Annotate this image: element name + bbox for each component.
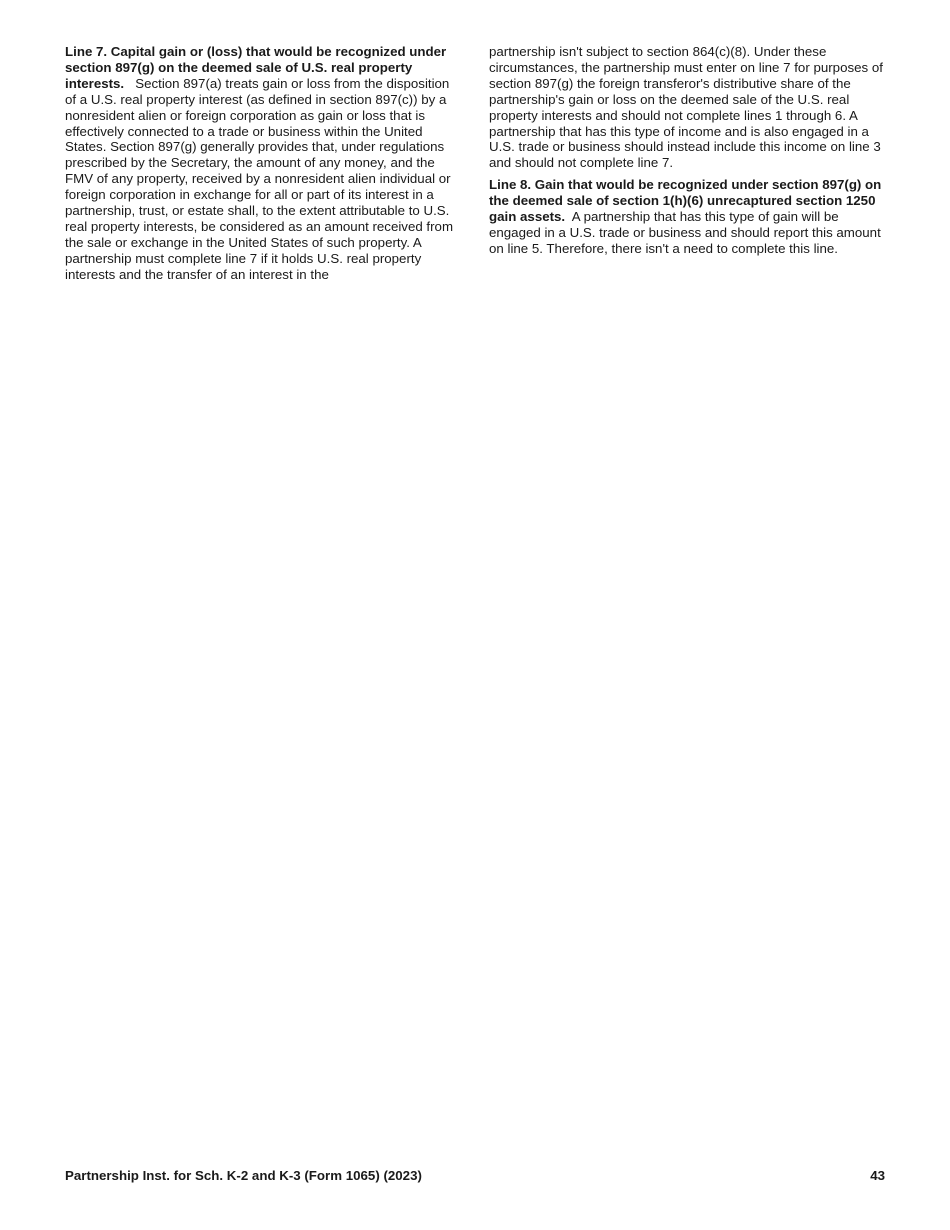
footer-title: Partnership Inst. for Sch. K-2 and K-3 (Form 1065) (2023) <box>65 1168 422 1183</box>
line7-continued-paragraph: partnership isn't subject to section 864(c)(8). Under these circumstances, the partnership must enter on line 7 for purposes of section 897(g) the foreign transferor's distributive share of the partnership's gain or loss on the deemed sale of the U.S. real property interests and should not complete lines 1 through 6. A partnership that has this type of income and is also engaged in a U.S. trade or business should instead include this income on line 3 and should not complete line 7. <box>489 44 883 171</box>
line8-paragraph <box>489 177 887 257</box>
line7-body: Section 897(a) treats gain or loss from the disposition of a U.S. real property interest (as defined in section 897(c)) by a nonresident alien or foreign corporation as gain or loss that is effectively connected to a trade or business within the United States. Section 897(g) generally provides that, under regulations prescribed by the Secretary, the amount of any money, and the FMV of any property, received by a nonresident alien individual or foreign corporation in exchange for all or part of its interest in a partnership, trust, or estate shall, to the extent attributable to U.S. real property interests, be considered as an amount received from the sale or exchange in the United States of such property. A partnership must complete line 7 if it holds U.S. real property interests and the transfer of an interest in the <box>65 75 454 282</box>
right-column <box>489 44 887 263</box>
line7-paragraph <box>65 44 463 283</box>
line8-body: A partnership that has this type of gain will be engaged in a U.S. trade or business and should report this amount on line 5. Therefore, there isn't a need to complete this line. <box>489 209 881 256</box>
page-number: 43 <box>870 1168 885 1183</box>
line8-heading: Line 8. Gain that would be recognized under section 897(g) on the deemed sale of section 1(h)(6) unrecaptured section 1250 gain assets. <box>489 177 882 225</box>
left-column <box>65 44 463 289</box>
line7-heading: Line 7. Capital gain or (loss) that would be recognized under section 897(g) on the deemed sale of U.S. real property interests. <box>65 44 447 91</box>
